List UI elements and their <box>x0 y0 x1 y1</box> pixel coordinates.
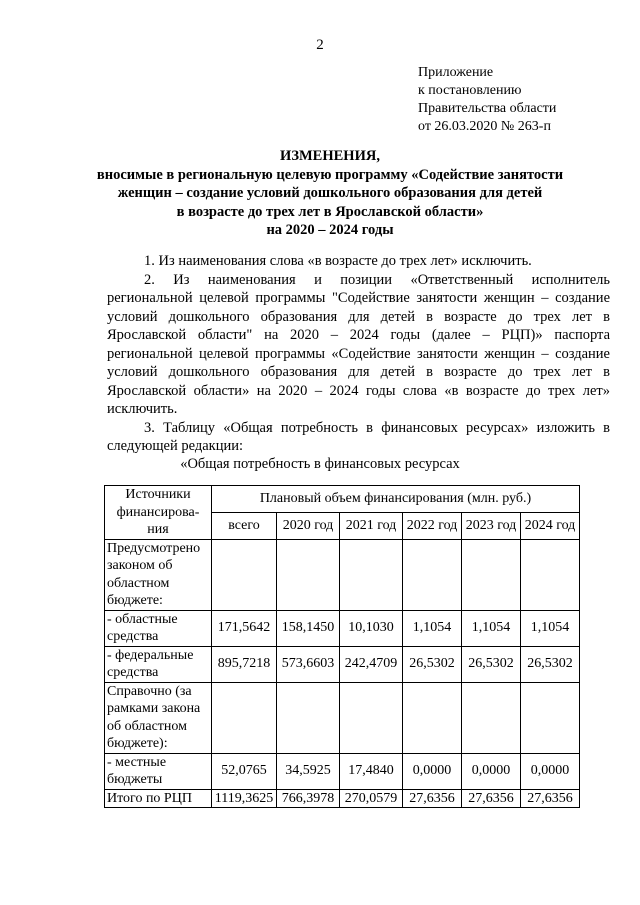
document-title <box>60 147 600 240</box>
table-cell: 1119,3625 <box>212 789 277 808</box>
table-cell <box>277 682 340 753</box>
column-header: всего <box>212 512 277 539</box>
table-cell: 171,5642 <box>212 610 277 646</box>
appendix-line: к постановлению <box>418 83 522 98</box>
table-cell: 27,6356 <box>403 789 462 808</box>
table-cell: 766,3978 <box>277 789 340 808</box>
table-caption: «Общая потребность в финансовых ресурсах <box>180 456 460 472</box>
table-cell: 17,4840 <box>340 753 403 789</box>
column-header: 2020 год <box>277 512 340 539</box>
paragraph-3: 3. Таблицу «Общая потребность в финансовых ресурсах» изложить в следующей редакции: <box>107 419 610 454</box>
table-cell: 1,1054 <box>462 610 521 646</box>
table-cell: 895,7218 <box>212 646 277 682</box>
table-cell: 0,0000 <box>462 753 521 789</box>
column-header: 2021 год <box>340 512 403 539</box>
page-number: 2 <box>316 37 324 53</box>
appendix-line: Правительства области <box>418 101 557 116</box>
paragraph-1: 1. Из наименования слова «в возрасте до трех лет» исключить. <box>144 253 532 269</box>
table-cell <box>212 682 277 753</box>
table-cell: 1,1054 <box>403 610 462 646</box>
appendix-line: Приложение <box>418 65 494 80</box>
title-line: на 2020 – 2024 годы <box>266 222 394 238</box>
body-text <box>107 252 610 456</box>
table-total-row <box>105 789 580 808</box>
table-cell: 34,5925 <box>277 753 340 789</box>
row-label: - областные средства <box>105 610 212 646</box>
table-header-row <box>105 486 580 513</box>
table-cell: 0,0000 <box>521 753 580 789</box>
table-cell: 26,5302 <box>521 646 580 682</box>
group-header: Плановый объем финансирования (млн. руб.) <box>212 486 580 513</box>
table-cell <box>212 539 277 610</box>
title-line: женщин – создание условий дошкольного образования для детей <box>117 185 543 201</box>
appendix-block <box>418 64 556 136</box>
title-line: в возрасте до трех лет в Ярославской области» <box>176 203 484 220</box>
table-cell <box>521 682 580 753</box>
table-cell: 573,6603 <box>277 646 340 682</box>
table-cell <box>521 539 580 610</box>
row-label: Справочно (за рамками закона об областном бюджете): <box>105 682 212 753</box>
table-cell: 10,1030 <box>340 610 403 646</box>
row-label: Итого по РЦП <box>105 789 212 808</box>
row-label: - местные бюджеты <box>105 753 212 789</box>
table-cell: 26,5302 <box>462 646 521 682</box>
paragraph-2: 2. Из наименования и позиции «Ответственный исполнитель региональной целевой программы "Содействие занятости женщин – создание условий дошкольного образования для детей в возрасте до трех лет в Ярославской области" на 2020 – 2024 годы (далее – РЦП)» паспорта региональной целевой программы «Содействие занятости женщин – создание условий дошкольного образования для детей в возрасте до трех лет в Ярославской области» на 2020 – 2024 годы слова «в возрасте до трех лет» исключить. <box>107 271 610 417</box>
table-cell: 270,0579 <box>340 789 403 808</box>
column-header: 2024 год <box>521 512 580 539</box>
appendix-line: от 26.03.2020 № 263-п <box>418 119 551 134</box>
table-cell <box>462 539 521 610</box>
column-header: 2022 год <box>403 512 462 539</box>
table-cell: 0,0000 <box>403 753 462 789</box>
finance-table <box>104 485 580 808</box>
table-cell: 27,6356 <box>521 789 580 808</box>
row-label: - федеральные средства <box>105 646 212 682</box>
table-cell: 242,4709 <box>340 646 403 682</box>
table-row <box>105 753 580 789</box>
table-cell: 1,1054 <box>521 610 580 646</box>
table-cell <box>403 682 462 753</box>
table-row <box>105 646 580 682</box>
table-row <box>105 610 580 646</box>
table-cell: 26,5302 <box>403 646 462 682</box>
table-cell <box>277 539 340 610</box>
table-cell: 27,6356 <box>462 789 521 808</box>
title-line: вносимые в региональную целевую программу «Содействие занятости <box>96 166 564 183</box>
table-cell <box>340 539 403 610</box>
table-cell <box>403 539 462 610</box>
table-cell: 52,0765 <box>212 753 277 789</box>
title-line: ИЗМЕНЕНИЯ, <box>280 148 380 164</box>
table-cell: 158,1450 <box>277 610 340 646</box>
table-cell <box>462 682 521 753</box>
table-cell <box>340 682 403 753</box>
table-row <box>105 539 580 610</box>
col0-header: Источники финансирова-ния <box>105 486 212 540</box>
row-label: Предусмотрено законом об областном бюджете: <box>105 539 212 610</box>
column-header: 2023 год <box>462 512 521 539</box>
table-row <box>105 682 580 753</box>
